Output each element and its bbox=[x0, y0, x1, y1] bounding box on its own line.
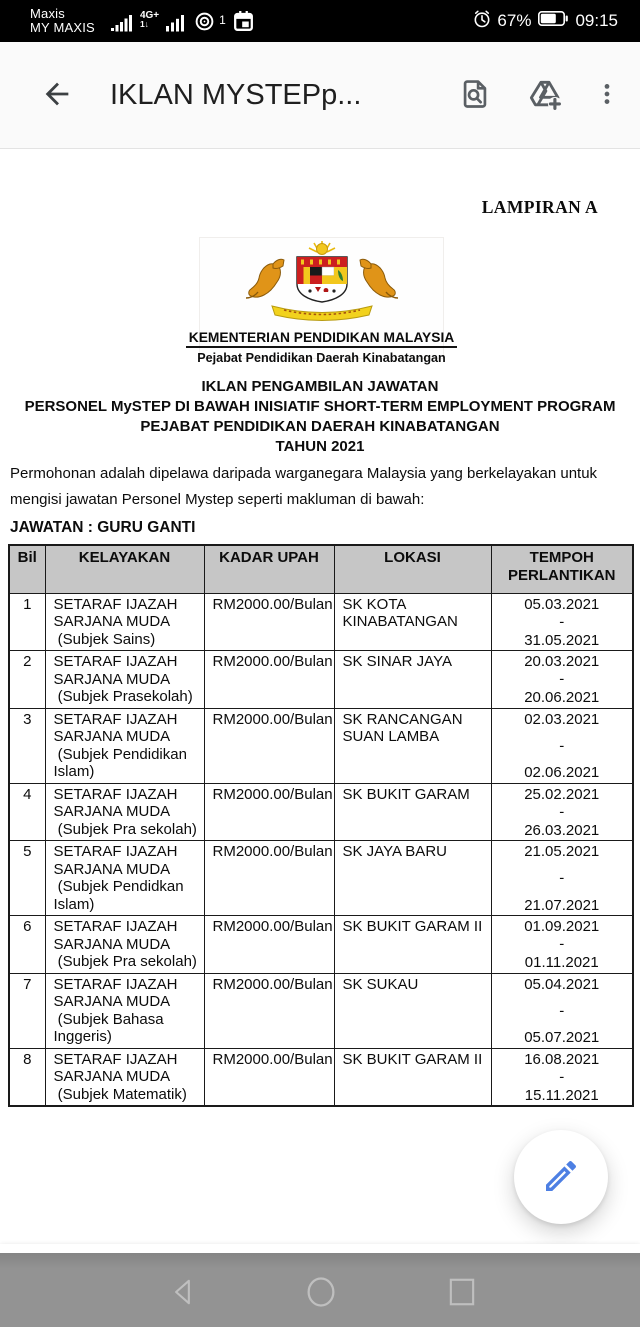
advert-title-line: PEJABAT PENDIDIKAN DAERAH KINABATANGAN bbox=[140, 418, 500, 435]
battery-percent: 67% bbox=[497, 11, 532, 30]
cell-bil: 4 bbox=[9, 783, 45, 841]
nav-back-triangle-icon bbox=[166, 1275, 200, 1312]
network-type-badge: 4G+ 1↓ bbox=[139, 9, 160, 29]
cell-kelayakan: SETARAF IJAZAH SARJANA MUDA (Subjek Pra sekolah) bbox=[45, 916, 204, 974]
overflow-menu-button[interactable] bbox=[592, 72, 622, 118]
nav-recents-button[interactable] bbox=[440, 1271, 484, 1315]
table-body bbox=[9, 593, 633, 1106]
find-in-page-icon bbox=[458, 77, 492, 114]
cell-lokasi: SK BUKIT GARAM II bbox=[334, 916, 491, 974]
cell-kadar-upah: RM2000.00/Bulan bbox=[204, 783, 334, 841]
cell-lokasi: SK BUKIT GARAM II bbox=[334, 1048, 491, 1106]
cell-kadar-upah: RM2000.00/Bulan bbox=[204, 708, 334, 783]
cell-bil: 7 bbox=[9, 973, 45, 1048]
col-header-lokasi: LOKASI bbox=[334, 545, 491, 593]
document-title: IKLAN MYSTEPp... bbox=[110, 78, 362, 111]
cell-bil: 3 bbox=[9, 708, 45, 783]
volte-hd-icon bbox=[194, 11, 215, 32]
page-bottom-edge bbox=[0, 1244, 640, 1253]
cell-lokasi: SK SINAR JAYA bbox=[334, 651, 491, 709]
cell-bil: 1 bbox=[9, 593, 45, 651]
nav-recents-square-icon bbox=[445, 1275, 479, 1312]
drive-add-icon bbox=[527, 76, 563, 115]
add-to-drive-button[interactable] bbox=[522, 72, 568, 118]
col-header-kelayakan: KELAYAKAN bbox=[45, 545, 204, 593]
vacancy-table bbox=[8, 544, 634, 1107]
advert-title-line: TAHUN 2021 bbox=[275, 438, 365, 455]
cell-kadar-upah: RM2000.00/Bulan bbox=[204, 593, 334, 651]
cell-lokasi: SK JAYA BARU bbox=[334, 841, 491, 916]
cell-lokasi: SK RANCANGAN SUAN LAMBA bbox=[334, 708, 491, 783]
notification-count: 1 bbox=[219, 12, 226, 27]
advert-title-line: PERSONEL MySTEP DI BAWAH INISIATIF SHORT-TERM EMPLOYMENT PROGRAM bbox=[24, 398, 616, 415]
lampiran-label: LAMPIRAN A bbox=[481, 197, 598, 217]
cell-tempoh: 05.03.2021 - 31.05.2021 bbox=[491, 593, 633, 651]
nav-home-circle-icon bbox=[303, 1274, 339, 1313]
cell-tempoh: 02.03.2021 - 02.06.2021 bbox=[491, 708, 633, 783]
back-button[interactable] bbox=[34, 72, 80, 118]
advert-title-line: IKLAN PENGAMBILAN JAWATAN bbox=[201, 378, 439, 395]
intro-paragraph: Permohonan adalah dipelawa daripada warganegara Malaysia yang berkelayakan untuk mengisi jawatan Personel Mystep seperti makluman di bawah: bbox=[10, 465, 598, 508]
cell-kelayakan: SETARAF IJAZAH SARJANA MUDA (Subjek Prasekolah) bbox=[45, 651, 204, 709]
cell-kadar-upah: RM2000.00/Bulan bbox=[204, 973, 334, 1048]
cell-tempoh: 25.02.2021 - 26.03.2021 bbox=[491, 783, 633, 841]
cell-kelayakan: SETARAF IJAZAH SARJANA MUDA (Subjek Pendidikan Islam) bbox=[45, 708, 204, 783]
ministry-letterhead bbox=[188, 237, 455, 365]
cell-lokasi: SK SUKAU bbox=[334, 973, 491, 1048]
edit-pencil-icon bbox=[541, 1156, 581, 1199]
edit-fab-button[interactable] bbox=[514, 1130, 608, 1224]
malaysia-coat-of-arms-logo bbox=[240, 240, 404, 329]
find-in-document-button[interactable] bbox=[452, 72, 498, 118]
cell-kadar-upah: RM2000.00/Bulan bbox=[204, 651, 334, 709]
table-row bbox=[9, 841, 633, 916]
advert-title bbox=[0, 377, 640, 457]
cell-bil: 2 bbox=[9, 651, 45, 709]
signal-bars-icon-2 bbox=[166, 15, 184, 32]
clock-time: 09:15 bbox=[575, 11, 618, 30]
table-row bbox=[9, 916, 633, 974]
cell-lokasi: SK BUKIT GARAM bbox=[334, 783, 491, 841]
pdf-page bbox=[0, 150, 640, 1245]
position-label: JAWATAN : GURU GANTI bbox=[10, 519, 196, 536]
col-header-tempoh: TEMPOH PERLANTIKAN bbox=[491, 545, 633, 593]
cell-tempoh: 16.08.2021 - 15.11.2021 bbox=[491, 1048, 633, 1106]
cell-kelayakan: SETARAF IJAZAH SARJANA MUDA (Subjek Sains) bbox=[45, 593, 204, 651]
table-row bbox=[9, 651, 633, 709]
back-arrow-icon bbox=[40, 77, 74, 114]
calendar-event-icon bbox=[233, 11, 254, 32]
col-header-kadar-upah: KADAR UPAH bbox=[204, 545, 334, 593]
android-navigation-bar bbox=[0, 1253, 640, 1327]
cell-tempoh: 05.04.2021 - 05.07.2021 bbox=[491, 973, 633, 1048]
table-header-row bbox=[9, 545, 633, 593]
carrier-line2: MY MAXIS bbox=[30, 20, 95, 35]
cell-kelayakan: SETARAF IJAZAH SARJANA MUDA (Subjek Matematik) bbox=[45, 1048, 204, 1106]
cell-kadar-upah: RM2000.00/Bulan bbox=[204, 916, 334, 974]
district-office-name: Pejabat Pendidikan Daerah Kinabatangan bbox=[197, 351, 446, 365]
cell-tempoh: 21.05.2021 - 21.07.2021 bbox=[491, 841, 633, 916]
table-row bbox=[9, 708, 633, 783]
nav-home-button[interactable] bbox=[299, 1271, 343, 1315]
nav-back-button[interactable] bbox=[161, 1271, 205, 1315]
table-row bbox=[9, 593, 633, 651]
app-toolbar bbox=[0, 42, 640, 149]
cell-kadar-upah: RM2000.00/Bulan bbox=[204, 841, 334, 916]
table-row bbox=[9, 1048, 633, 1106]
cell-kadar-upah: RM2000.00/Bulan bbox=[204, 1048, 334, 1106]
cell-lokasi: SK KOTA KINABATANGAN bbox=[334, 593, 491, 651]
cell-kelayakan: SETARAF IJAZAH SARJANA MUDA (Subjek Pra sekolah) bbox=[45, 783, 204, 841]
status-right bbox=[472, 9, 618, 34]
carrier-label bbox=[30, 7, 95, 36]
cell-bil: 6 bbox=[9, 916, 45, 974]
col-header-bil: Bil bbox=[9, 545, 45, 593]
signal-bars-icon bbox=[111, 15, 133, 32]
ministry-name: KEMENTERIAN PENDIDIKAN MALAYSIA bbox=[186, 330, 457, 348]
alarm-icon bbox=[472, 9, 492, 34]
cell-bil: 8 bbox=[9, 1048, 45, 1106]
table-row bbox=[9, 973, 633, 1048]
status-bar bbox=[0, 0, 640, 42]
cell-tempoh: 01.09.2021 - 01.11.2021 bbox=[491, 916, 633, 974]
toolbar-actions bbox=[452, 72, 622, 118]
cell-bil: 5 bbox=[9, 841, 45, 916]
status-icons bbox=[111, 11, 254, 32]
more-vert-icon bbox=[594, 79, 620, 112]
battery-icon bbox=[538, 11, 568, 31]
cell-kelayakan: SETARAF IJAZAH SARJANA MUDA (Subjek Bahasa Inggeris) bbox=[45, 973, 204, 1048]
cell-kelayakan: SETARAF IJAZAH SARJANA MUDA (Subjek Pendidkan Islam) bbox=[45, 841, 204, 916]
table-row bbox=[9, 783, 633, 841]
carrier-line1: Maxis bbox=[30, 5, 65, 21]
cell-tempoh: 20.03.2021 - 20.06.2021 bbox=[491, 651, 633, 709]
